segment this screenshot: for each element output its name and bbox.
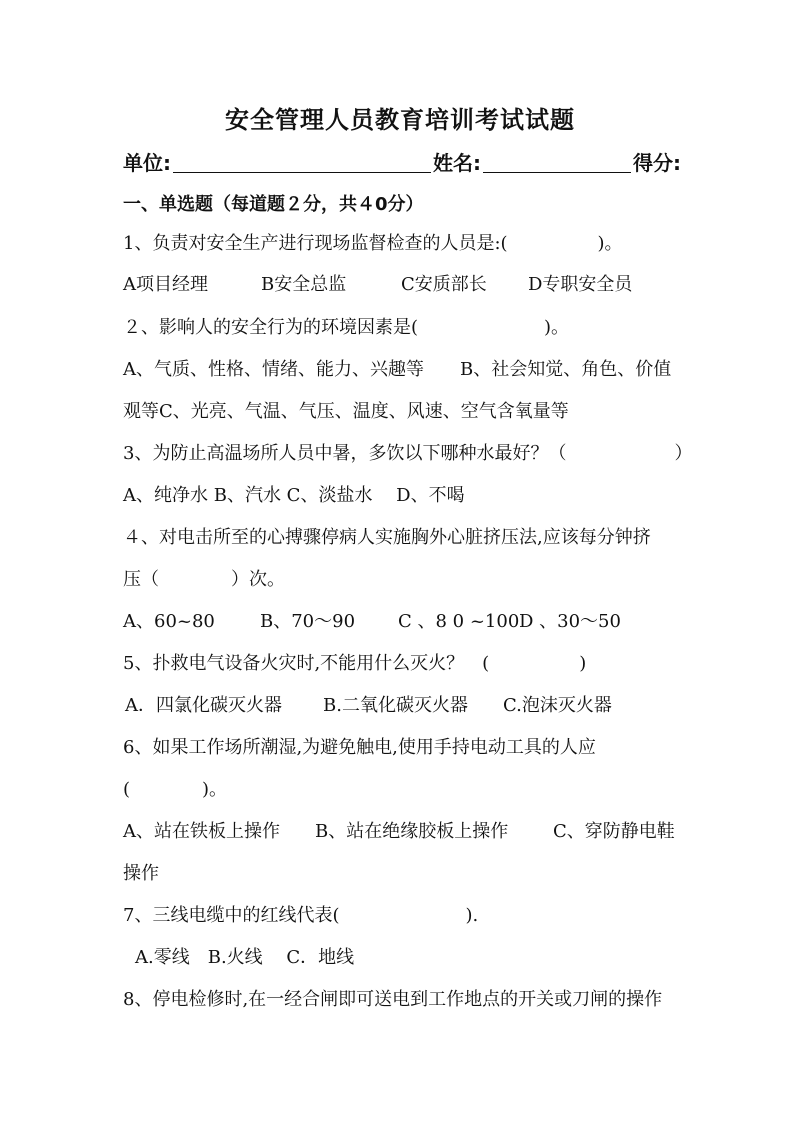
question-5-stem: 5、扑救电气设备火灾时,不能用什么灭火？ ( ) xyxy=(123,653,587,674)
score-label: 得分: xyxy=(633,151,681,175)
question-4-stem-line-2: 压（ ）次。 xyxy=(123,569,285,590)
question-7-options: A.零线 B.火线 C．地线 xyxy=(135,947,355,968)
question-2-options-line-2: 观等C、光亮、气温、气压、温度、风速、空气含氧量等 xyxy=(123,401,569,422)
question-1-stem: 1、负责对安全生产进行现场监督检查的人员是:( )。 xyxy=(123,233,623,254)
q5-option-c: C.泡沫灭火器 xyxy=(503,695,612,716)
q4-option-a: A、60~80 xyxy=(123,611,215,632)
q6-option-a: A、站在铁板上操作 xyxy=(123,821,280,842)
question-7-stem: 7、三线电缆中的红线代表( ). xyxy=(123,905,479,926)
question-4-stem-line-1: ４、对电击所至的心搏骤停病人实施胸外心脏挤压法,应该每分钟挤 xyxy=(123,527,651,548)
question-1-options xyxy=(123,273,683,297)
question-5-options xyxy=(123,694,683,718)
question-2-stem: ２、影响人的安全行为的环境因素是( )。 xyxy=(123,317,570,338)
question-8-stem: 8、停电检修时,在一经合闸即可送电到工作地点的开关或刀闸的操作 xyxy=(123,989,663,1010)
q1-option-c: C安质部长 xyxy=(401,274,487,295)
question-3-options: A、纯净水 B、汽水 C、淡盐水 D、不喝 xyxy=(123,485,465,506)
q1-option-a: A项目经理 xyxy=(123,274,208,295)
section-title: 一、单选题（每道题２分，共４0分） xyxy=(123,194,424,215)
q4-option-b: B、70～90 xyxy=(260,611,356,632)
q4-option-d: D 、30～50 xyxy=(519,611,621,632)
question-2-options-line-1: A、气质、性格、情绪、能力、兴趣等 B、社会知觉、角色、价值 xyxy=(123,359,672,380)
question-6-stem-line-1: 6、如果工作场所潮湿,为避免触电,使用手持电动工具的人应 xyxy=(123,737,596,758)
page-title: 安全管理人员教育培训考试试题 xyxy=(225,106,575,134)
q5-option-b: B.二氧化碳灭火器 xyxy=(323,695,468,716)
q6-option-b: B、站在绝缘胶板上操作 xyxy=(315,821,509,842)
q6-option-c: C、穿防静电鞋 xyxy=(553,821,675,842)
unit-label: 单位: xyxy=(123,151,171,175)
name-label: 姓名: xyxy=(433,151,481,175)
exam-header xyxy=(123,147,683,177)
question-4-options xyxy=(123,610,683,634)
q4-option-c: C 、8 0 ~100 xyxy=(398,611,520,632)
q1-option-d: D专职安全员 xyxy=(528,274,633,295)
question-3-stem: 3、为防止高温场所人员中暑，多饮以下哪种水最好？（ ） xyxy=(123,443,693,464)
question-6-options xyxy=(123,820,683,844)
name-blank-line xyxy=(483,172,631,173)
question-6-stem-line-2: ( )。 xyxy=(123,779,228,800)
unit-blank-line xyxy=(173,172,431,173)
q1-option-b: B安全总监 xyxy=(261,274,347,295)
question-6-option-c-continued: 操作 xyxy=(123,863,159,884)
q5-option-a: A．四氯化碳灭火器 xyxy=(125,695,282,716)
